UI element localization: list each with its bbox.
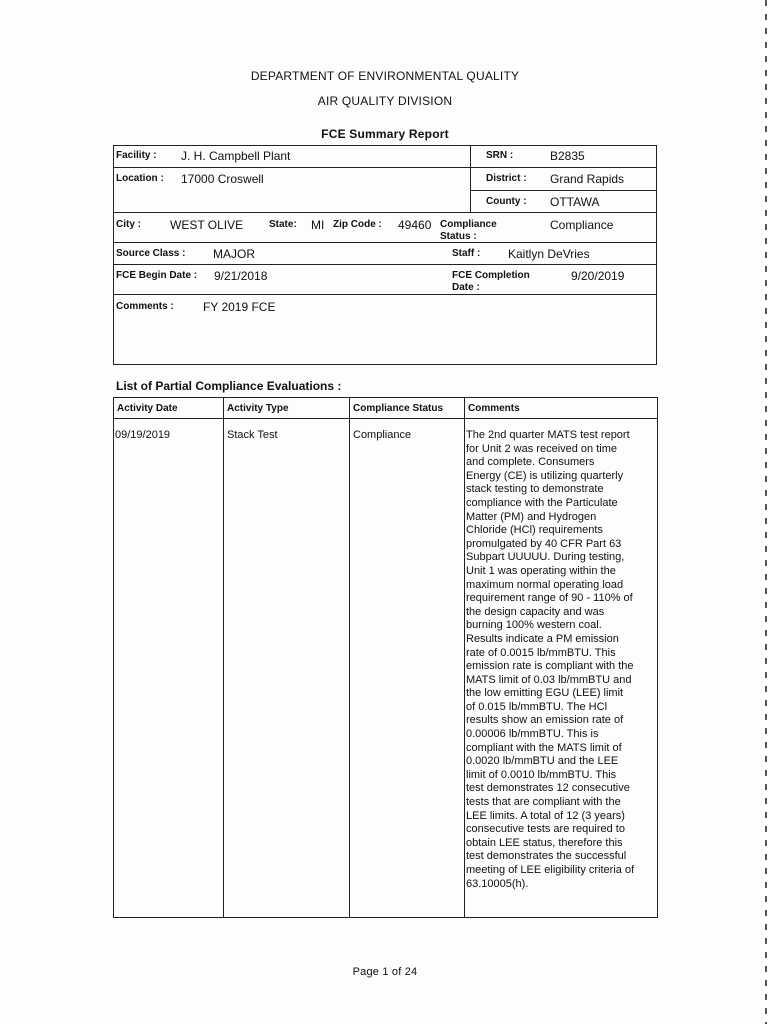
comment-line: meeting of LEE eligibility criteria of [466,864,635,876]
pce-heading: List of Partial Compliance Evaluations : [116,379,342,393]
comment-line: the design capacity and was [466,605,605,618]
division-title: AIR QUALITY DIVISION [317,94,453,108]
location-label: Location : [116,173,164,184]
comment-line: Energy (CE) is utilizing quarterly [466,469,624,482]
comment-line: test demonstrates the successful [466,850,627,863]
zip-label: Zip Code : [333,219,382,230]
compliance-status-label-2: Status : [440,231,477,242]
comment-line: of 0.015 lb/mmBTU. The HCl [466,700,608,713]
comment-line: Results indicate a PM emission [466,632,619,645]
comment-line: emission rate is compliant with the [466,660,634,673]
comment-line: 0.0020 lb/mmBTU and the LEE [466,755,619,768]
col-header-compliance-status: Compliance Status [353,403,444,414]
comment-line: 63.10005(h). [466,877,529,890]
comment-line: and complete. Consumers [466,456,595,469]
comment-line: the low emitting EGU (LEE) limit [466,687,624,700]
staff-label: Staff : [452,248,481,259]
county-label: County : [486,196,527,207]
col-header-activity-type: Activity Type [227,403,289,414]
district-label: District : [486,173,527,184]
activity-type-cell: Stack Test [227,429,278,441]
report-title: FCE Summary Report [321,127,449,141]
comment-line: Chloride (HCl) requirements [466,524,603,537]
facility-label: Facility : [116,150,157,161]
comment-line: requirement range of 90 - 110% of [466,592,633,605]
comment-line: obtain LEE status, therefore this [466,836,623,849]
scan-edge-artifact [765,0,767,1024]
staff-value: Kaitlyn DeVries [508,247,590,261]
zip-value: 49460 [398,218,432,232]
comment-line: LEE limits. A total of 12 (3 years) [466,809,625,822]
completion-date-label: FCE Completion [452,270,530,281]
comments-cell [466,429,656,891]
comment-line: maximum normal operating load [466,578,624,591]
comment-line: for Unit 2 was received on time [466,442,618,455]
completion-date-value: 9/20/2019 [571,269,625,283]
col-header-activity-date: Activity Date [117,403,178,414]
compliance-status-label: Compliance [440,219,497,230]
comment-line: compliance with the Particulate [466,496,618,509]
county-value: OTTAWA [550,195,600,209]
district-value: Grand Rapids [550,172,625,186]
comment-line: 0.00006 lb/mmBTU. This is [466,728,599,741]
comment-line: test demonstrates 12 consecutive [466,782,630,795]
srn-value: B2835 [550,149,585,163]
comment-line: Subpart UUUUU. During testing, [466,551,625,564]
state-label: State: [269,219,297,230]
begin-date-value: 9/21/2018 [214,269,268,283]
comment-line: tests that are compliant with the [466,796,621,809]
comment-line: results show an emission rate of [466,714,624,727]
comment-line: Matter (PM) and Hydrogen [466,510,597,523]
srn-label: SRN : [486,150,514,161]
comment-line: burning 100% western coal. [466,619,602,632]
comment-line: promulgated by 40 CFR Part 63 [466,537,622,550]
comment-line: Unit 1 was operating within the [466,564,616,577]
source-class-label: Source Class : [116,248,186,259]
facility-value: J. H. Campbell Plant [181,149,291,163]
source-class-value: MAJOR [213,247,255,261]
comments-label: Comments : [116,301,174,312]
activity-date-cell: 09/19/2019 [115,429,171,441]
begin-date-label: FCE Begin Date : [116,270,198,281]
city-value: WEST OLIVE [170,218,244,232]
location-value: 17000 Croswell [181,172,264,186]
page-number: Page 1 of 24 [352,966,418,978]
comment-line: limit of 0.0010 lb/mmBTU. This [466,768,617,781]
comments-value: FY 2019 FCE [203,300,276,314]
comment-line: compliant with the MATS limit of [466,741,622,754]
completion-date-label-2: Date : [452,282,480,293]
comment-line: stack testing to demonstrate [466,483,604,496]
comment-line: MATS limit of 0.03 lb/mmBTU and [466,673,632,686]
comment-line: consecutive tests are required to [466,823,625,836]
department-title: DEPARTMENT OF ENVIRONMENTAL QUALITY [250,69,520,83]
compliance-status-cell: Compliance [353,429,412,441]
compliance-status-value: Compliance [550,218,614,232]
comment-line: rate of 0.0015 lb/mmBTU. This [466,646,616,659]
comment-line: The 2nd quarter MATS test report [466,429,630,441]
city-label: City : [116,219,141,230]
col-header-comments: Comments [468,403,520,414]
state-value: MI [311,218,325,232]
